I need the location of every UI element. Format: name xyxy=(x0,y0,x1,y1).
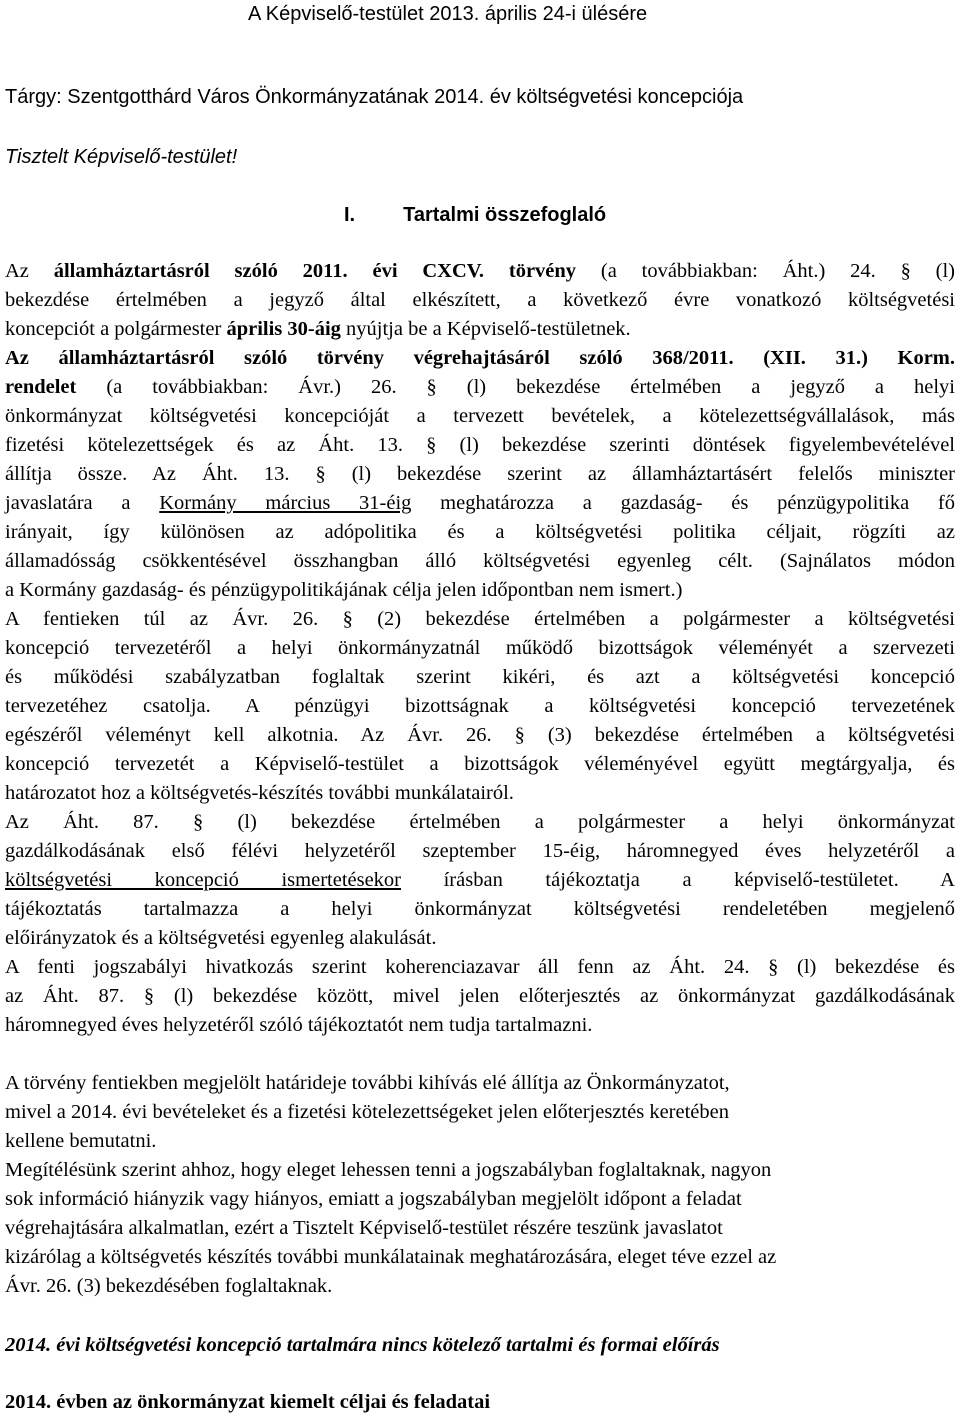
p2-line-1: A fentieken túl az Ávr. 26. § (2) bekezdése értelmében a polgármester a költségvetési xyxy=(5,608,955,630)
p2-line-5: egészéről véleményt kell alkotnia. Az Ávr. 26. § (3) bekezdése értelmében a költségvetési xyxy=(5,724,955,746)
section-heading xyxy=(344,200,606,230)
heading-no-mandatory-content: 2014. évi költségvetési koncepció tartalmára nincs kötelező tartalmi és formai előírás xyxy=(5,1334,720,1356)
p1-line-7: fizetési kötelezettségek és az Áht. 13. § (l) bekezdése szerinti döntések figyelembevételével xyxy=(5,434,955,456)
p3-line-1: Az Áht. 87. § (l) bekezdése értelmében a polgármester a helyi önkormányzat xyxy=(5,811,955,833)
p6-line-2: sok információ hiányzik vagy hiányos, emiatt a jogszabályban megjelölt időpont a feladat xyxy=(5,1188,742,1210)
deadline-april: április 30-áig xyxy=(226,318,341,340)
p5-line-2: mivel a 2014. évi bevételeket és a fizetési kötelezettségeket jelen előterjesztés keretében xyxy=(5,1101,729,1123)
p1-line-9: javaslatára a Kormány március 31-éig meghatározza a gazdaság- és pénzügypolitika fő xyxy=(5,492,955,514)
concept-presentation: költségvetési koncepció ismertetésekor xyxy=(5,869,402,891)
salutation: Tisztelt Képviselő-testület! xyxy=(5,146,238,168)
p3-line-5: előirányzatok és a költségvetési egyenleg alakulását. xyxy=(5,927,437,949)
p5-line-1: A törvény fentiekben megjelölt határideje további kihívás elé állítja az Önkormányzatot, xyxy=(5,1072,730,1094)
p1-line-3: koncepciót a polgármester április 30-áig nyújtja be a Képviselő-testületnek. xyxy=(5,318,631,340)
heading-priority-goals: 2014. évben az önkormányzat kiemelt céljai és feladatai xyxy=(5,1391,491,1413)
p2-line-7: határozatot hoz a költségvetés-készítés további munkálatairól. xyxy=(5,782,514,804)
p1-line-10: irányait, így különösen az adópolitika és a költségvetési politika céljait, rögzíti az xyxy=(5,521,955,543)
p1-line-6: önkormányzat költségvetési koncepcióját a tervezett bevételek, a kötelezettségvállalások, más xyxy=(5,405,955,427)
section-number: I. xyxy=(344,204,356,226)
p4-line-2: az Áht. 87. § (l) bekezdése között, mivel jelen előterjesztés az önkormányzat gazdálkodásának xyxy=(5,985,955,1007)
p1-line-5: rendelet (a továbbiakban: Ávr.) 26. § (l) bekezdése értelmében a jegyző a helyi xyxy=(5,376,955,398)
p4-line-1: A fenti jogszabályi hivatkozás szerint koherenciazavar áll fenn az Áht. 24. § (l) bekezdése és xyxy=(5,956,955,978)
government-deadline: Kormány március 31-éig xyxy=(159,492,412,514)
p1-line-12: a Kormány gazdaság- és pénzügypolitikájának célja jelen időpontban nem ismert.) xyxy=(5,579,683,601)
p6-line-5: Ávr. 26. (3) bekezdésében foglaltaknak. xyxy=(5,1275,333,1297)
subject-line: Tárgy: Szentgotthárd Város Önkormányzatának 2014. év költségvetési koncepciója xyxy=(5,86,744,108)
p2-line-3: és működési szabályzatban foglaltak szerint kikéri, és azt a költségvetési koncepció xyxy=(5,666,955,688)
p3-line-3: költségvetési koncepció ismertetésekor írásban tájékoztatja a képviselő-testületet. A xyxy=(5,869,955,891)
p1-line-4: Az államháztartásról szóló törvény végrehajtásáról szóló 368/2011. (XII. 31.) Korm. xyxy=(5,347,955,369)
p1-line-1: Az államháztartásról szóló 2011. évi CXCV. törvény (a továbbiakban: Áht.) 24. § (l) xyxy=(5,260,955,282)
p3-line-4: tájékoztatás tartalmazza a helyi önkormányzat költségvetési rendeletében megjelenő xyxy=(5,898,955,920)
p1-line-2: bekezdése értelmében a jegyző által elkészített, a következő évre vonatkozó költségvetési xyxy=(5,289,955,311)
p1-line-11: államadósság csökkentésével összhangban álló költségvetési egyenleg célt. (Sajnálatos módon xyxy=(5,550,955,572)
p2-line-4: tervezetéhez csatolja. A pénzügyi bizottságnak a költségvetési koncepció tervezetének xyxy=(5,695,955,717)
p6-line-4: kizárólag a költségvetés készítés további munkálatainak meghatározására, eleget téve ezzel az xyxy=(5,1246,777,1268)
p3-line-2: gazdálkodásának első félévi helyzetéről szeptember 15-éig, háromnegyed éves helyzetéről a xyxy=(5,840,955,862)
law-reference: államháztartásról szóló 2011. évi CXCV. törvény xyxy=(53,260,577,282)
p2-line-6: koncepció tervezetét a Képviselő-testület a bizottságok véleményével együtt megtárgyalja, és xyxy=(5,753,955,775)
meeting-header: A Képviselő-testület 2013. április 24-i ülésére xyxy=(248,3,648,25)
section-title: Tartalmi összefoglaló xyxy=(403,204,607,226)
p2-line-2: koncepció tervezetéről a helyi önkormányzatnál működő bizottságok véleményét a szervezeti xyxy=(5,637,955,659)
p6-line-1: Megítélésünk szerint ahhoz, hogy eleget lehessen tenni a jogszabályban foglaltaknak, nagyon xyxy=(5,1159,772,1181)
p6-line-3: végrehajtására alkalmatlan, ezért a Tisztelt Képviselő-testület részére teszünk javaslatot xyxy=(5,1217,723,1239)
p5-line-3: kellene bemutatni. xyxy=(5,1130,157,1152)
p1-line-8: állítja össze. Az Áht. 13. § (l) bekezdése szerint az államháztartásért felelős miniszter xyxy=(5,463,955,485)
p4-line-3: háromnegyed éves helyzetéről szóló tájékoztatót nem tudja tartalmazni. xyxy=(5,1014,593,1036)
